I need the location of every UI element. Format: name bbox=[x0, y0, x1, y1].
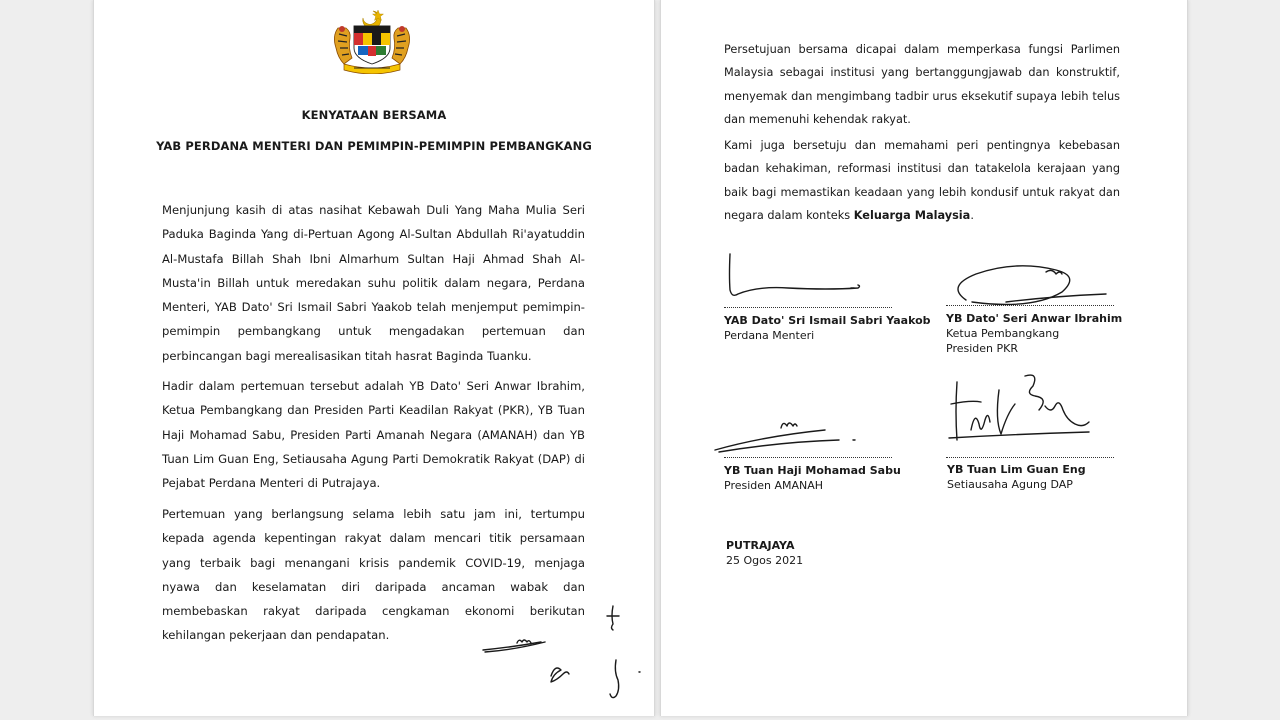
date: 25 Ogos 2021 bbox=[726, 554, 804, 567]
signatory-4 bbox=[947, 462, 1086, 492]
signatory-1 bbox=[724, 313, 931, 343]
signature-line-1 bbox=[724, 307, 892, 308]
signatory-3 bbox=[724, 463, 901, 493]
signature-line-3 bbox=[724, 457, 892, 458]
paragraph-1: Menjunjung kasih di atas nasihat Kebawah Duli Yang Maha Mulia Seri Paduka Baginda Yang di-Pertuan Agong Al-Sultan Abdullah Ri'ayatuddin Al-Mustafa Billah Shah Ibni Almarhum Sultan Haji Ahmad Shah Al-Musta'in Billah untuk meredakan suhu politik dalam negara, Perdana Menteri, YAB Dato' Sri Ismail Sabri Yaakob telah menjemput pemimpin-pemimpin pembangkang untuk mengadakan pertemuan dan perbincangan bagi merealisasikan titah hasrat Baginda Tuanku. bbox=[162, 203, 585, 363]
signatory-3-role: Presiden AMANAH bbox=[724, 479, 824, 492]
paragraph-4: Persetujuan bersama dicapai dalam memperkasa fungsi Parlimen Malaysia sebagai institusi yang bertanggungjawab dan konstruktif, menyemak dan mengimbang tadbir urus eksekutif supaya lebih telus dan memenuhi kehendak rakyat. bbox=[724, 43, 1120, 126]
signature-ismail-sabri bbox=[726, 250, 866, 310]
left-page bbox=[93, 0, 655, 716]
document-title: KENYATAAN BERSAMA bbox=[301, 108, 447, 122]
signatory-1-role: Perdana Menteri bbox=[724, 329, 815, 342]
signatory-2 bbox=[946, 311, 1122, 356]
place-date-block bbox=[726, 538, 803, 568]
right-page bbox=[660, 0, 1188, 716]
signature-mohamad-sabu bbox=[711, 412, 861, 457]
initials-signatures bbox=[479, 600, 649, 705]
paragraph-5-end: . bbox=[970, 208, 974, 222]
signatory-3-name: YB Tuan Haji Mohamad Sabu bbox=[724, 464, 901, 477]
document-subtitle: YAB PERDANA MENTERI DAN PEMIMPIN-PEMIMPIN PEMBANGKANG bbox=[156, 139, 592, 153]
signature-line-4 bbox=[946, 457, 1114, 458]
paragraph-5 bbox=[724, 134, 1120, 227]
place: PUTRAJAYA bbox=[726, 539, 795, 552]
paragraph-5-text: Kami juga bersetuju dan memahami peri pentingnya kebebasan badan kehakiman, reformasi institusi dan tatakelola kerajaan yang baik bagi memastikan keadaan yang lebih kondusif untuk rakyat dan negara dalam konteks bbox=[724, 139, 1120, 222]
malaysia-coat-of-arms-icon bbox=[330, 8, 414, 74]
paragraph-3: Pertemuan yang berlangsung selama lebih satu jam ini, tertumpu kepada agenda kepentingan rakyat dalam mencari titik persamaan yang terbaik bagi menangani krisis pandemik COVID-19, menjaga nyawa dan keselamatan diri daripada ancaman wabak dan membebaskan rakyat daripada cengkaman ekonomi berikutan kehilangan pekerjaan dan pendapatan. bbox=[162, 507, 585, 643]
signatory-2-name: YB Dato' Seri Anwar Ibrahim bbox=[946, 312, 1123, 325]
signatory-4-role: Setiausaha Agung DAP bbox=[947, 478, 1073, 491]
crest-motto bbox=[94, 0, 95, 1]
signatory-2-role2: Presiden PKR bbox=[946, 342, 1018, 355]
paragraph-2: Hadir dalam pertemuan tersebut adalah YB Dato' Seri Anwar Ibrahim, Ketua Pembangkang dan Presiden Parti Keadilan Rakyat (PKR), YB Tuan Haji Mohamad Sabu, Presiden Parti Amanah Negara (AMANAH) dan YB Tuan Lim Guan Eng, Setiausaha Agung Parti Demokratik Rakyat (DAP) di Pejabat Perdana Menteri di Putrajaya. bbox=[162, 379, 585, 491]
signatory-1-name: YAB Dato' Sri Ismail Sabri Yaakob bbox=[724, 314, 931, 327]
keluarga-malaysia-bold: Keluarga Malaysia bbox=[853, 208, 971, 222]
signatory-4-name: YB Tuan Lim Guan Eng bbox=[947, 463, 1086, 476]
signature-line-2 bbox=[946, 305, 1114, 306]
signature-lim-guan-eng bbox=[949, 370, 1109, 450]
signatory-2-role: Ketua Pembangkang bbox=[946, 327, 1060, 340]
